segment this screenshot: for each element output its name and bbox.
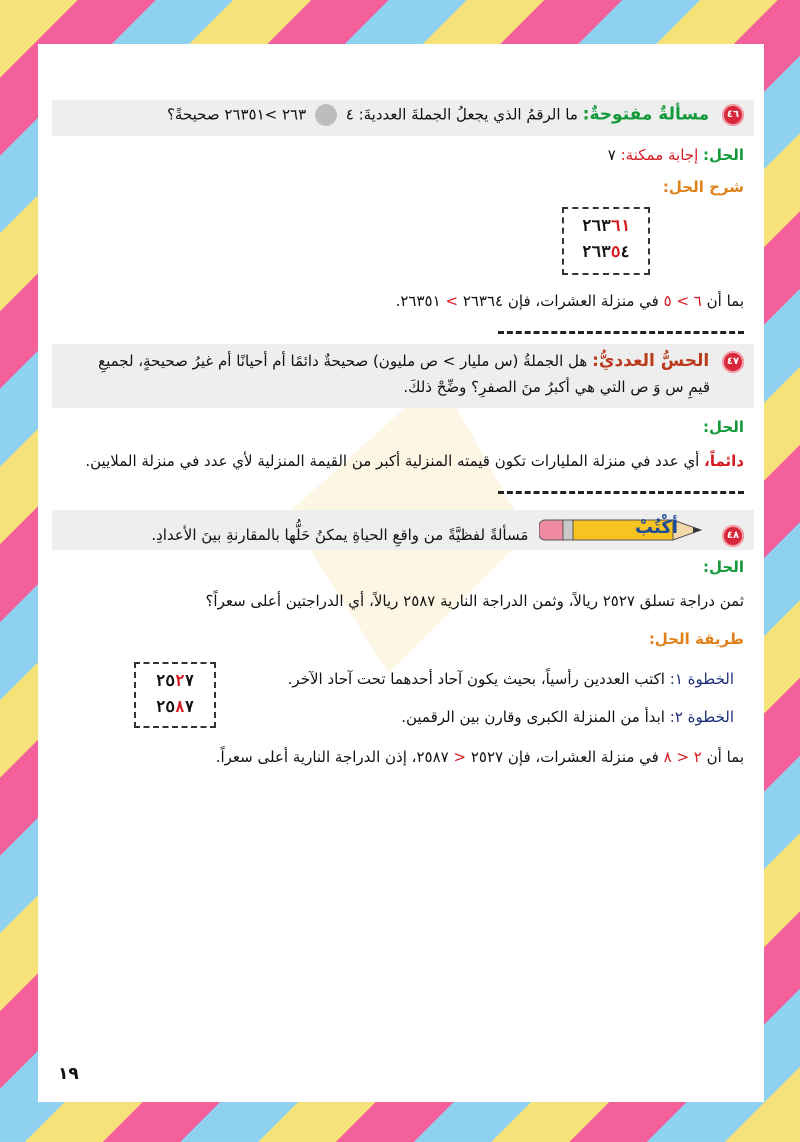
q46-possible-value: ٧ <box>607 146 616 164</box>
q48-compare-box <box>134 662 216 728</box>
q48-step2-label: الخطوة ٢: <box>669 708 734 726</box>
digits: ٢٥ <box>155 671 175 690</box>
q46-conclusion-compare: ٦ > ٥ <box>663 292 702 310</box>
q46-explain-label: شرح الحل: <box>662 178 744 196</box>
pencil-icon <box>539 514 709 557</box>
q48-band <box>52 510 754 550</box>
q46-possible-label: إجابة ممكنة: <box>620 146 699 164</box>
q47-answer <box>54 450 744 472</box>
digits: ٧ <box>184 697 195 716</box>
q47-band <box>52 344 754 408</box>
q47-line1 <box>62 348 744 374</box>
separator-2 <box>498 491 744 494</box>
q48-conclusion-compare: ٢ < ٨ <box>663 748 702 766</box>
digits: ٢٥ <box>155 697 175 716</box>
q48-pencil-label: أكْتُبْ <box>634 517 678 538</box>
q48-conclusion <box>54 746 744 768</box>
q47-answer-word: دائماً، <box>704 452 744 470</box>
blank-circle <box>315 104 337 126</box>
q48-number-badge: ٤٨ <box>722 525 744 547</box>
digits-highlight: ٨ <box>174 697 185 716</box>
q46-conclusion-e: ٢٦٣٥١. <box>395 292 441 310</box>
q48-box-line1 <box>136 668 214 694</box>
q48-conclusion-sign: < <box>453 748 467 766</box>
q46-solution-label: الحل: <box>703 146 744 164</box>
q47-solution-label-row <box>54 416 744 438</box>
q46-compare-box <box>562 207 650 275</box>
q48-problem: ثمن دراجة تسلق ٢٥٢٧ ريالاً، وثمن الدراجة النارية ٢٥٨٧ ريالاً، أي الدراجتين أعلى سعراً؟ <box>205 592 744 610</box>
q48-box-line2 <box>136 694 214 720</box>
q46-text-before: ما الرقمُ الذي يجعلُ الجملةَ العدديةَ: ٤ <box>345 105 578 124</box>
q46-conclusion-a: بما أن <box>706 292 744 310</box>
q48-solution-label: الحل: <box>703 558 744 576</box>
digits: ٢٦٣ <box>581 216 611 235</box>
q48-conclusion-c: في منزلة العشرات، فإن ٢٥٢٧ <box>470 748 659 766</box>
q47-text-line1: هل الجملةُ (س مليار > ص مليون) صحيحةٌ دائمًا أم أحيانًا أم غيرُ صحيحةٍ، لجميعِ <box>98 352 588 370</box>
q46-conclusion-sign: > <box>445 292 459 310</box>
q46-band <box>52 100 754 136</box>
digits: ٤ <box>620 242 631 261</box>
q48-text: مَسألةً لفظيَّةً من واقعِ الحياةِ يمكنُ حَلُّها بالمقارنةِ بينَ الأعدادِ. <box>151 526 529 544</box>
q48-step2-text: ابدأ من المنزلة الكبرى وقارن بين الرقمين. <box>401 708 665 726</box>
q46-text-after: ٢٦٣ >٢٦٣٥١ صحيحةً؟ <box>166 105 307 124</box>
digits: ٢٦٣ <box>581 242 611 261</box>
q48-step1-label: الخطوة ١: <box>669 670 734 688</box>
digits: ٧ <box>184 671 195 690</box>
page-number: ١٩ <box>58 1064 79 1084</box>
q46-explain-row <box>54 176 744 198</box>
page <box>38 44 764 1102</box>
q48-solution-label-row <box>54 556 744 578</box>
digits-highlight: ٦١ <box>610 216 631 235</box>
q47-text-line2: قيمِ س وَ ص التي هي أكبرُ منَ الصفرِ؟ وضِّحْ ذلكَ. <box>403 378 710 396</box>
digits-highlight: ٢ <box>174 671 185 690</box>
separator-1 <box>498 331 744 334</box>
q46-solution-row <box>54 144 744 166</box>
q47-title: الحسُّ العدديُّ: <box>592 351 710 371</box>
q48-step1-text: اكتب العددين رأسياً، بحيث يكون آحاد أحدهما تحت آحاد الآخر. <box>287 670 665 688</box>
digits-highlight: ٥ <box>610 242 621 261</box>
q46-number-badge: ٤٦ <box>722 104 744 126</box>
q46-title: مسألةٌ مفتوحةٌ: <box>582 104 710 125</box>
q48-method-row <box>54 628 744 650</box>
q47-answer-rest: أي عدد في منزلة المليارات تكون قيمته المنزلية أكبر من القيمة المنزلية لأي عدد في منزلة الملايين. <box>85 452 700 470</box>
q46-conclusion-c: في منزلة العشرات، فإن ٢٦٣٦٤ <box>462 292 659 310</box>
q47-number-badge: ٤٧ <box>722 351 744 373</box>
q46-box-line2 <box>564 239 648 265</box>
q47-solution-label: الحل: <box>703 418 744 436</box>
q46-conclusion <box>54 290 744 312</box>
q46-box-line1 <box>564 213 648 239</box>
q48-conclusion-e: ٢٥٨٧، إذن الدراجة النارية أعلى سعراً. <box>215 748 449 766</box>
q48-conclusion-a: بما أن <box>706 748 744 766</box>
q48-method-label: طريقة الحل: <box>648 630 744 648</box>
